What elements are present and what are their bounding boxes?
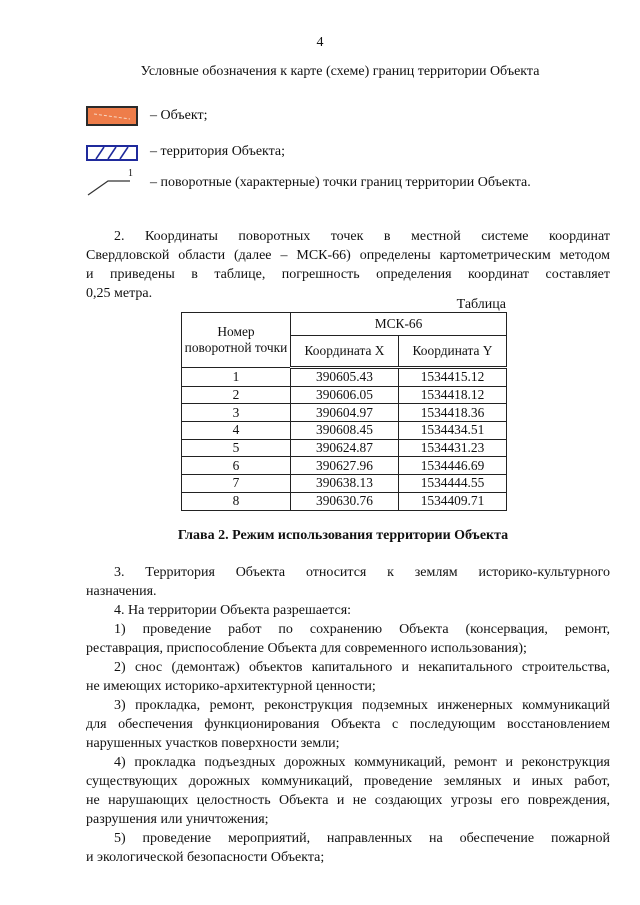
territory-hatch-icon xyxy=(86,145,138,161)
table-row xyxy=(182,475,507,493)
paragraph-line: 5) проведение мероприятий, направленных на обеспечение пожарной xyxy=(114,831,610,846)
paragraph-line: 4. На территории Объекта разрешается: xyxy=(114,603,352,618)
cell-coordinate-y: 1534418.36 xyxy=(399,404,507,422)
table-row xyxy=(182,439,507,457)
permitted-item-2 xyxy=(86,658,610,696)
coordinates-table xyxy=(181,312,507,511)
cell-coordinate-x: 390604.97 xyxy=(291,404,399,422)
paragraph-line: 4) прокладка подъездных дорожных коммуникаций, ремонт и реконструкция xyxy=(114,755,610,770)
page-number: 4 xyxy=(316,35,324,50)
paragraph-line: 2. Координаты поворотных точек в местной системе координат xyxy=(114,229,610,244)
paragraph-line: нарушенных участков поверхности земли; xyxy=(86,736,340,751)
cell-coordinate-y: 1534409.71 xyxy=(399,492,507,510)
table-row xyxy=(182,368,507,387)
cell-coordinate-y: 1534444.55 xyxy=(399,475,507,493)
paragraph-line: и приведены в таблице, погрешность определения координат составляет xyxy=(86,267,610,282)
paragraph-line: реставрация, приспособление Объекта для современного использования); xyxy=(86,641,527,656)
paragraph-line: 2) снос (демонтаж) объектов капитального и некапитального строительства, xyxy=(114,660,610,675)
cell-point-number: 4 xyxy=(182,422,291,440)
table-caption: Таблица xyxy=(456,297,506,312)
turning-point-label: 1 xyxy=(128,168,133,179)
cell-coordinate-y: 1534418.12 xyxy=(399,386,507,404)
legend-turning-point-text: – поворотные (характерные) точки границ территории Объекта. xyxy=(150,175,531,190)
permitted-item-3 xyxy=(86,696,610,753)
header-coordinate-y: Координата Y xyxy=(399,336,507,368)
cell-coordinate-y: 1534446.69 xyxy=(399,457,507,475)
cell-coordinate-x: 390605.43 xyxy=(291,368,399,387)
turning-point-icon xyxy=(86,169,138,197)
permitted-item-5 xyxy=(86,829,610,867)
paragraph-line: 1) проведение работ по сохранению Объекта (консервация, ремонт, xyxy=(114,622,610,637)
object-area-icon xyxy=(86,106,138,126)
cell-point-number: 8 xyxy=(182,492,291,510)
cell-point-number: 2 xyxy=(182,386,291,404)
paragraph-line: Свердловской области (далее – МСК-66) определены картометрическим методом xyxy=(86,248,610,263)
cell-point-number: 3 xyxy=(182,404,291,422)
legend-item-turning-point xyxy=(86,168,531,194)
table-row xyxy=(182,457,507,475)
paragraph-land-category xyxy=(86,563,610,601)
paragraph-line: не нарушающих целостность Объекта и не создающих угрозы его повреждения, xyxy=(86,793,610,808)
paragraph-line: существующих дорожных коммуникаций, проведение земляных и иных работ, xyxy=(86,774,610,789)
cell-point-number: 7 xyxy=(182,475,291,493)
chapter-title: Глава 2. Режим использования территории Объекта xyxy=(177,528,509,543)
legend-item-object xyxy=(86,105,207,127)
header-point-number: Номер поворотной точки xyxy=(182,313,291,368)
cell-coordinate-y: 1534434.51 xyxy=(399,422,507,440)
table-row xyxy=(182,404,507,422)
cell-point-number: 6 xyxy=(182,457,291,475)
legend-object-text: – Объект; xyxy=(150,108,208,123)
paragraph-line: для обеспечения функционирования Объекта с последующим восстановлением xyxy=(86,717,610,732)
cell-point-number: 5 xyxy=(182,439,291,457)
paragraph-line: 0,25 метра. xyxy=(86,286,153,301)
paragraph-line: и экологической безопасности Объекта; xyxy=(86,850,325,865)
table-row xyxy=(182,422,507,440)
table-row xyxy=(182,386,507,404)
cell-coordinate-x: 390606.05 xyxy=(291,386,399,404)
header-coordinate-x: Координата X xyxy=(291,336,399,368)
cell-coordinate-x: 390638.13 xyxy=(291,475,399,493)
cell-coordinate-x: 390630.76 xyxy=(291,492,399,510)
legend-item-territory xyxy=(86,141,285,163)
paragraph-permitted xyxy=(86,601,610,620)
permitted-item-4 xyxy=(86,753,610,829)
paragraph-line: 3) прокладка, ремонт, реконструкция подземных инженерных коммуникаций xyxy=(114,698,610,713)
paragraph-line: не имеющих историко-архитектурной ценности; xyxy=(86,679,376,694)
paragraph-coordinates xyxy=(86,227,610,303)
header-coordinate-system: МСК-66 xyxy=(291,313,507,336)
legend-territory-text: – территория Объекта; xyxy=(150,144,286,159)
cell-coordinate-x: 390624.87 xyxy=(291,439,399,457)
cell-coordinate-y: 1534415.12 xyxy=(399,368,507,387)
paragraph-line: разрушения или уничтожения; xyxy=(86,812,269,827)
paragraph-line: назначения. xyxy=(86,584,157,599)
cell-coordinate-x: 390608.45 xyxy=(291,422,399,440)
legend-title: Условные обозначения к карте (схеме) границ территории Объекта xyxy=(140,64,540,79)
cell-coordinate-x: 390627.96 xyxy=(291,457,399,475)
cell-coordinate-y: 1534431.23 xyxy=(399,439,507,457)
permitted-item-1 xyxy=(86,620,610,658)
paragraph-line: 3. Территория Объекта относится к землям историко-культурного xyxy=(114,565,610,580)
table-row xyxy=(182,492,507,510)
cell-point-number: 1 xyxy=(182,368,291,387)
